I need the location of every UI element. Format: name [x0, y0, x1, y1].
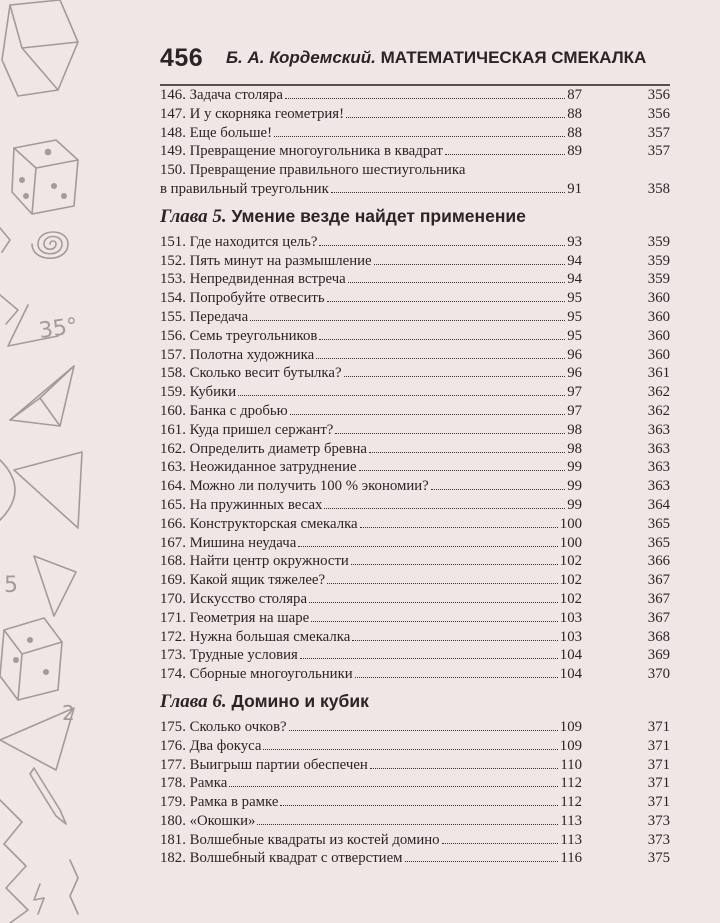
toc-entry — [160, 646, 670, 665]
entry-title: 176. Два фокуса — [160, 737, 262, 754]
margin-doodles — [0, 0, 160, 923]
toc-entry — [160, 609, 670, 628]
answer-page: 363 — [647, 459, 670, 476]
answer-page: 356 — [647, 87, 670, 103]
entry-page: 102 — [559, 553, 582, 570]
entry-title: 182. Волшебный квадрат с отверстием — [160, 850, 403, 867]
entry-title: 157. Полотна художника — [160, 346, 315, 363]
entry-title: 169. Какой ящик тяжелее? — [160, 572, 326, 589]
answer-page: 364 — [647, 496, 670, 513]
entry-title: 163. Неожиданное затруднение — [160, 459, 357, 476]
toc-entry — [160, 327, 670, 346]
entry-title: 181. Волшебные квадраты из костей домино — [160, 831, 440, 848]
dot-leader — [263, 749, 557, 750]
toc-entry — [160, 496, 670, 515]
entry-page: 98 — [567, 440, 582, 457]
answer-page: 371 — [647, 756, 670, 773]
entry-page: 88 — [567, 105, 582, 122]
entry-page: 87 — [567, 87, 582, 103]
answer-page: 366 — [647, 553, 670, 570]
toc-entry — [160, 793, 670, 812]
angle-label: 35° — [37, 313, 80, 344]
entry-title: 159. Кубики — [160, 384, 237, 401]
answer-page: 356 — [647, 105, 670, 122]
toc-entry — [160, 590, 670, 609]
toc-entry — [160, 571, 670, 590]
dot-leader — [346, 117, 565, 118]
entry-page: 113 — [560, 812, 582, 829]
entry-title: 166. Конструкторская смекалка — [160, 515, 358, 532]
dot-leader — [324, 508, 565, 509]
answer-page: 359 — [647, 233, 670, 250]
right-triangle-doodle — [34, 556, 76, 616]
entry-page: 102 — [559, 590, 582, 607]
toc-entry — [160, 289, 670, 308]
entry-title: 161. Куда пришел сержант? — [160, 421, 334, 438]
entry-page: 94 — [567, 252, 582, 269]
entry-page: 88 — [567, 124, 582, 141]
bolt-doodle — [34, 884, 44, 914]
table-of-contents — [160, 86, 670, 868]
chapter-title: Домино и кубик — [231, 690, 369, 711]
author-name: Б. А. Кордемский. — [226, 48, 376, 67]
toc-entry — [160, 364, 670, 383]
page-number: 456 — [160, 44, 204, 72]
entry-title: 152. Пять минут на размышление — [160, 252, 372, 269]
answer-page: 373 — [647, 812, 670, 829]
entry-page: 113 — [560, 831, 582, 848]
dot-leader — [319, 339, 565, 340]
entry-page: 109 — [559, 737, 582, 754]
entry-title: 172. Нужна большая смекалка — [160, 628, 351, 645]
answer-page: 359 — [647, 271, 670, 288]
chapter-label: Глава 5. — [160, 205, 227, 227]
triangle-doodle — [14, 452, 82, 528]
answer-page: 359 — [647, 252, 670, 269]
answer-page: 357 — [647, 124, 670, 141]
entry-page: 104 — [559, 666, 582, 683]
dot-leader — [331, 192, 565, 193]
entry-page: 104 — [559, 647, 582, 664]
dot-leader — [250, 320, 565, 321]
entry-title: в правильный треугольник — [160, 180, 329, 197]
entry-page: 96 — [567, 365, 582, 382]
entry-title: 160. Банка с дробью — [160, 402, 288, 419]
entry-title: 164. Можно ли получить 100 % экономии? — [160, 478, 429, 495]
toc-entry — [160, 105, 670, 124]
dot-leader — [405, 861, 559, 862]
entry-title: 153. Непредвиденная встреча — [160, 271, 346, 288]
entry-page: 100 — [559, 515, 582, 532]
dot-leader — [300, 658, 558, 659]
answer-page: 370 — [647, 666, 670, 683]
running-title — [226, 48, 646, 68]
entry-page: 95 — [567, 327, 582, 344]
dot-leader — [319, 245, 565, 246]
entry-title: 174. Сборные многоугольники — [160, 666, 353, 683]
answer-page: 373 — [647, 831, 670, 848]
answer-page: 363 — [647, 478, 670, 495]
pen-doodle — [30, 768, 66, 824]
dot-leader — [290, 414, 565, 415]
entry-page: 102 — [559, 572, 582, 589]
answer-page: 360 — [647, 308, 670, 325]
answer-page: 361 — [647, 365, 670, 382]
entry-title: 158. Сколько весит бутылка? — [160, 365, 342, 382]
entry-page: 97 — [567, 402, 582, 419]
dot-leader — [351, 564, 558, 565]
toc-entry — [160, 270, 670, 289]
answer-page: 360 — [647, 327, 670, 344]
book-title: МАТЕМАТИЧЕСКАЯ СМЕКАЛКА — [380, 48, 647, 67]
toc-entry — [160, 756, 670, 775]
pencil-doodle — [0, 228, 18, 324]
dot-leader — [344, 376, 566, 377]
dot-leader — [280, 805, 558, 806]
dot-leader — [442, 843, 559, 844]
toc-entry — [160, 142, 670, 161]
entry-page: 110 — [560, 756, 582, 773]
entry-page: 98 — [567, 421, 582, 438]
entry-title: 170. Искусство столяра — [160, 590, 308, 607]
answer-page: 371 — [647, 775, 670, 792]
toc-entry — [160, 812, 670, 831]
answer-page: 358 — [647, 180, 670, 197]
toc-entry — [160, 628, 670, 647]
answer-page: 363 — [647, 440, 670, 457]
zigzag-doodle — [0, 800, 28, 923]
dot-leader — [311, 621, 558, 622]
toc-entry — [160, 831, 670, 850]
answer-page: 371 — [647, 737, 670, 754]
spiral-doodle — [32, 232, 68, 258]
toc-entry — [160, 718, 670, 737]
entry-page: 97 — [567, 384, 582, 401]
entry-title: 154. Попробуйте отвесить — [160, 290, 325, 307]
toc-entry — [160, 552, 670, 571]
entry-title: 148. Еще больше! — [160, 124, 273, 141]
toc-entry — [160, 233, 670, 252]
toc-entry — [160, 477, 670, 496]
answer-page: 368 — [647, 628, 670, 645]
entry-page: 112 — [560, 775, 582, 792]
entry-page: 95 — [567, 290, 582, 307]
entry-title: 155. Передача — [160, 308, 249, 325]
entry-title: 177. Выигрыш партии обеспечен — [160, 756, 368, 773]
dot-leader — [445, 154, 565, 155]
digit-two: 2 — [62, 701, 75, 725]
entry-title: 175. Сколько очков? — [160, 718, 287, 735]
entry-page: 89 — [567, 143, 582, 160]
toc-entry — [160, 515, 670, 534]
dot-leader — [327, 583, 558, 584]
entry-title: 168. Найти центр окружности — [160, 553, 349, 570]
dot-leader — [274, 136, 565, 137]
dot-leader — [257, 824, 558, 825]
entry-page: 99 — [567, 459, 582, 476]
toc-entry — [160, 308, 670, 327]
toc-entry-continuation — [160, 180, 670, 199]
entry-title: 180. «Окошки» — [160, 812, 256, 829]
entry-title: 179. Рамка в рамке — [160, 794, 279, 811]
dot-leader — [355, 677, 558, 678]
entry-title: 146. Задача столяра — [160, 87, 283, 103]
toc-entry — [160, 534, 670, 553]
answer-page: 357 — [647, 143, 670, 160]
toc-entry — [160, 346, 670, 365]
answer-page: 360 — [647, 346, 670, 363]
entry-page: 100 — [559, 534, 582, 551]
running-header — [160, 40, 670, 86]
pyramid-doodle — [10, 366, 74, 426]
dot-leader — [309, 602, 558, 603]
dot-leader — [348, 282, 566, 283]
dice-doodle-2 — [0, 618, 62, 700]
dot-leader — [374, 264, 566, 265]
toc-entry — [160, 849, 670, 868]
toc-entry — [160, 161, 670, 180]
answer-page: 369 — [647, 647, 670, 664]
dot-leader — [359, 470, 566, 471]
dot-leader — [431, 489, 565, 490]
entry-title: 149. Превращение многоугольника в квадрат — [160, 143, 443, 160]
entry-page: 103 — [559, 628, 582, 645]
entry-page: 109 — [559, 718, 582, 735]
answer-page: 371 — [647, 794, 670, 811]
dot-leader — [369, 452, 565, 453]
toc-entry — [160, 665, 670, 684]
dot-leader — [360, 527, 558, 528]
pentagon-prism-doodle — [2, 0, 78, 96]
entry-page: 99 — [567, 478, 582, 495]
entry-title: 178. Рамка — [160, 775, 228, 792]
toc-entry — [160, 383, 670, 402]
toc-entry — [160, 252, 670, 271]
entry-page: 95 — [567, 308, 582, 325]
entry-title: 150. Превращение правильного шестиугольника — [160, 162, 466, 179]
toc-entry — [160, 421, 670, 440]
chapter-heading — [160, 201, 670, 231]
entry-page: 91 — [567, 180, 582, 197]
answer-page: 367 — [647, 572, 670, 589]
entry-page: 96 — [567, 346, 582, 363]
chapter-label: Глава 6. — [160, 690, 227, 712]
entry-title: 165. На пружинных весах — [160, 496, 323, 513]
answer-page: 371 — [647, 718, 670, 735]
answer-page: 367 — [647, 590, 670, 607]
dot-leader — [289, 730, 558, 731]
entry-page: 93 — [567, 233, 582, 250]
toc-entry — [160, 440, 670, 459]
dot-leader — [316, 358, 565, 359]
dot-leader — [352, 640, 557, 641]
dot-leader — [229, 786, 558, 787]
answer-page: 367 — [647, 609, 670, 626]
answer-page: 365 — [647, 534, 670, 551]
entry-title: 167. Мишина неудача — [160, 534, 297, 551]
entry-page: 112 — [560, 794, 582, 811]
toc-entry — [160, 458, 670, 477]
entry-title: 151. Где находится цель? — [160, 233, 318, 250]
dot-leader — [298, 546, 558, 547]
entry-page: 116 — [560, 850, 582, 867]
toc-entry — [160, 402, 670, 421]
toc-entry — [160, 774, 670, 793]
digit-five: 5 — [4, 573, 18, 598]
toc-entry — [160, 737, 670, 756]
arc-doodle — [0, 460, 15, 520]
entry-title: 147. И у скорняка геометрия! — [160, 105, 345, 122]
dot-leader — [370, 768, 559, 769]
chapter-heading — [160, 686, 670, 716]
entry-title: 171. Геометрия на шаре — [160, 609, 310, 626]
entry-title: 156. Семь треугольников — [160, 327, 318, 344]
answer-page: 362 — [647, 384, 670, 401]
answer-page: 375 — [647, 850, 670, 867]
zigzag-line-doodle — [70, 860, 78, 914]
dot-leader — [335, 433, 565, 434]
dot-leader — [238, 395, 565, 396]
entry-page: 103 — [559, 609, 582, 626]
entry-page: 94 — [567, 271, 582, 288]
entry-page: 99 — [567, 496, 582, 513]
answer-page: 363 — [647, 421, 670, 438]
toc-entry — [160, 86, 670, 105]
entry-title: 162. Определить диаметр бревна — [160, 440, 367, 457]
chapter-title: Умение везде найдет применение — [231, 205, 526, 226]
answer-page: 365 — [647, 515, 670, 532]
toc-entry — [160, 124, 670, 143]
entry-title: 173. Трудные условия — [160, 647, 298, 664]
dot-leader — [327, 301, 566, 302]
answer-page: 360 — [647, 290, 670, 307]
dot-leader — [285, 98, 565, 99]
answer-page: 362 — [647, 402, 670, 419]
